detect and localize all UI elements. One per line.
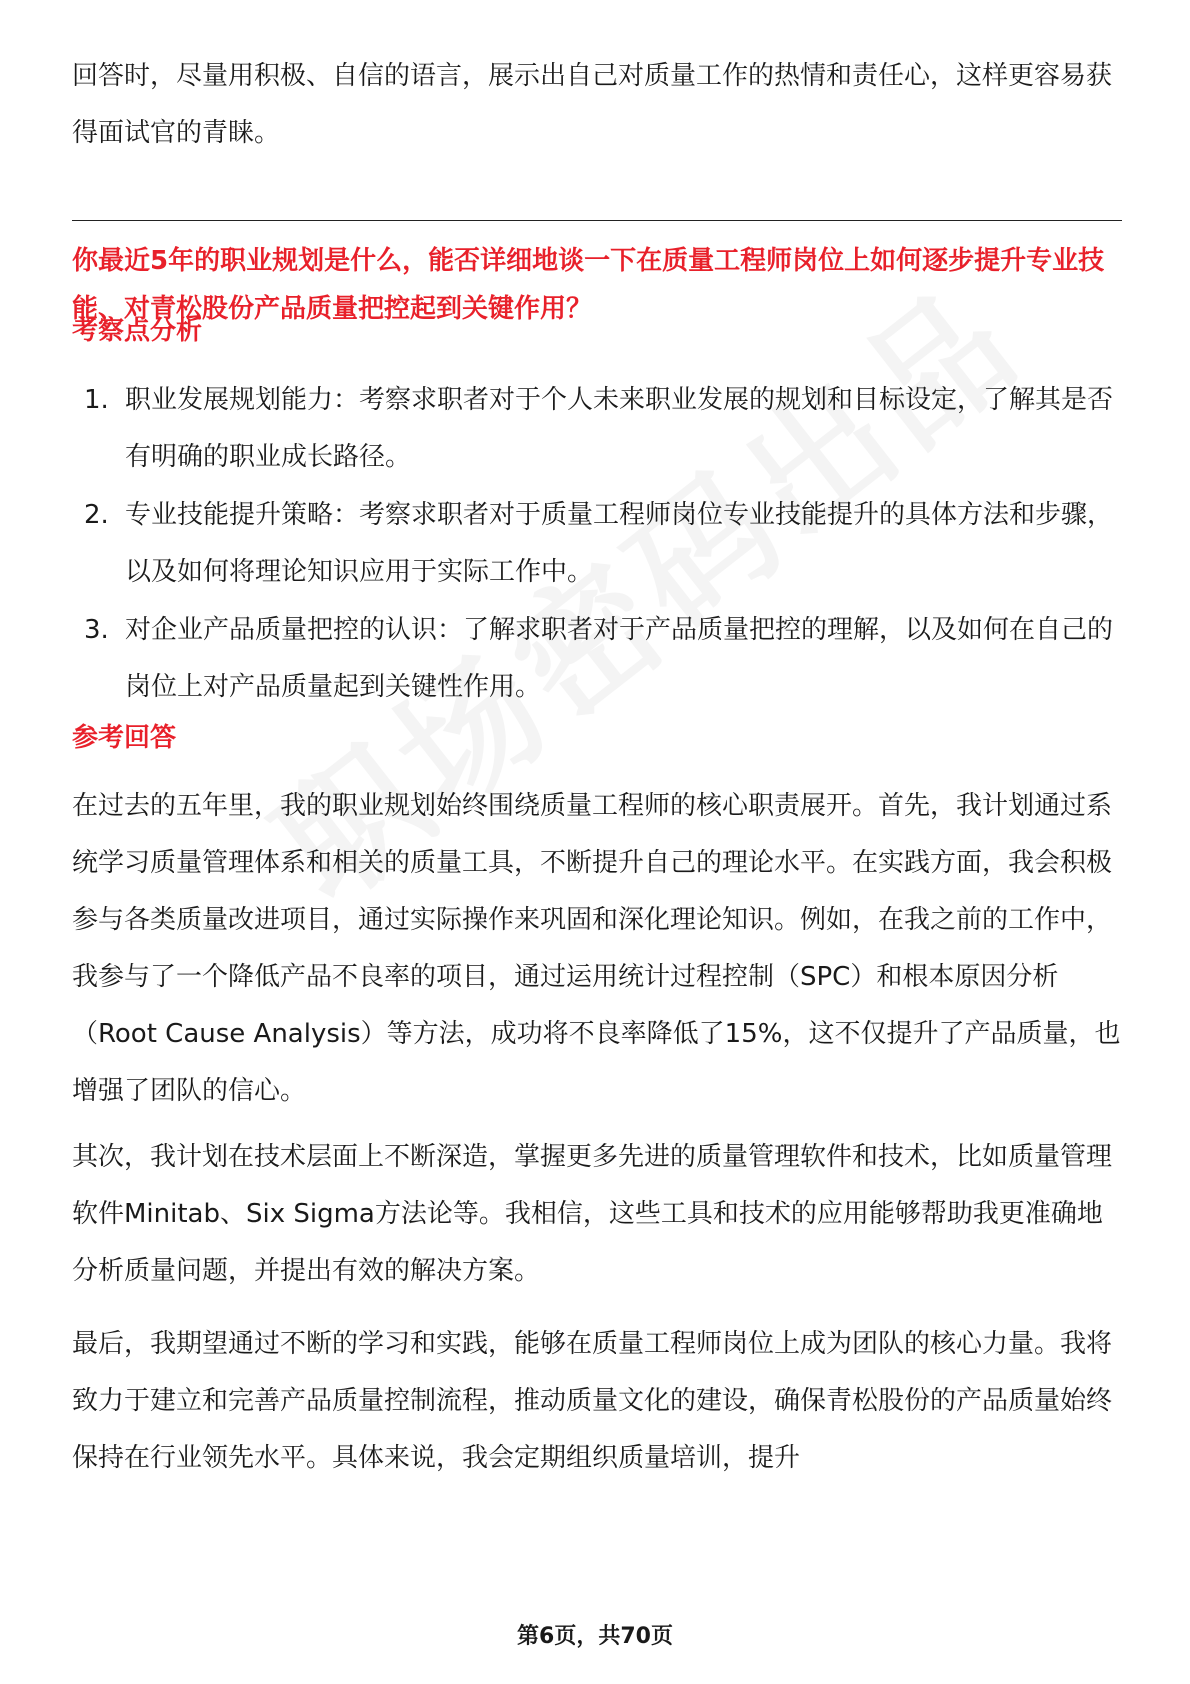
answer-heading: 参考回答 (72, 723, 177, 753)
list-item-number: 3. (84, 615, 109, 645)
intro-paragraph: 回答时，尽量用积极、自信的语言，展示出自己对质量工作的热情和责任心，这样更容易获得面试官的青睐。 (72, 61, 1113, 148)
list-item (72, 372, 1122, 486)
page-number: 第6页，共70页 (517, 1624, 673, 1649)
list-item-text: 对企业产品质量把控的认识：了解求职者对于产品质量把控的理解，以及如何在自己的岗位上对产品质量起到关键性作用。 (125, 615, 1114, 702)
answer-paragraph: 在过去的五年里，我的职业规划始终围绕质量工程师的核心职责展开。首先，我计划通过系统学习质量管理体系和相关的质量工具，不断提升自己的理论水平。在实践方面，我会积极参与各类质量改进项目，通过实际操作来巩固和深化理论知识。例如，在我之前的工作中，我参与了一个降低产品不良率的项目，通过运用统计过程控制（SPC）和根本原因分析（Root Cause Analysis）等方法，成功将不良率降低了15%，这不仅提升了产品质量，也增强了团队的信心。 (72, 791, 1121, 1106)
analysis-heading: 考察点分析 (72, 316, 203, 346)
list-item (72, 487, 1122, 601)
list-item (72, 602, 1122, 716)
answer-paragraph: 最后，我期望通过不断的学习和实践，能够在质量工程师岗位上成为团队的核心力量。我将致力于建立和完善产品质量控制流程，推动质量文化的建设，确保青松股份的产品质量始终保持在行业领先水平。具体来说，我会定期组织质量培训，提升 (72, 1329, 1113, 1473)
list-item-number: 2. (84, 500, 109, 530)
answer-paragraph: 其次，我计划在技术层面上不断深造，掌握更多先进的质量管理软件和技术，比如质量管理软件Minitab、Six Sigma方法论等。我相信，这些工具和技术的应用能够帮助我更准确地分析质量问题，并提出有效的解决方案。 (72, 1142, 1113, 1286)
list-item-text: 专业技能提升策略：考察求职者对于质量工程师岗位专业技能提升的具体方法和步骤，以及如何将理论知识应用于实际工作中。 (125, 500, 1114, 587)
analysis-list (72, 372, 1122, 717)
section-divider (72, 220, 1122, 221)
list-item-text: 职业发展规划能力：考察求职者对于个人未来职业发展的规划和目标设定，了解其是否有明确的职业成长路径。 (125, 385, 1114, 472)
question-title: 你最近5年的职业规划是什么，能否详细地谈一下在质量工程师岗位上如何逐步提升专业技能、对青松股份产品质量把控起到关键作用？ (72, 246, 1105, 324)
list-item-number: 1. (84, 385, 109, 415)
